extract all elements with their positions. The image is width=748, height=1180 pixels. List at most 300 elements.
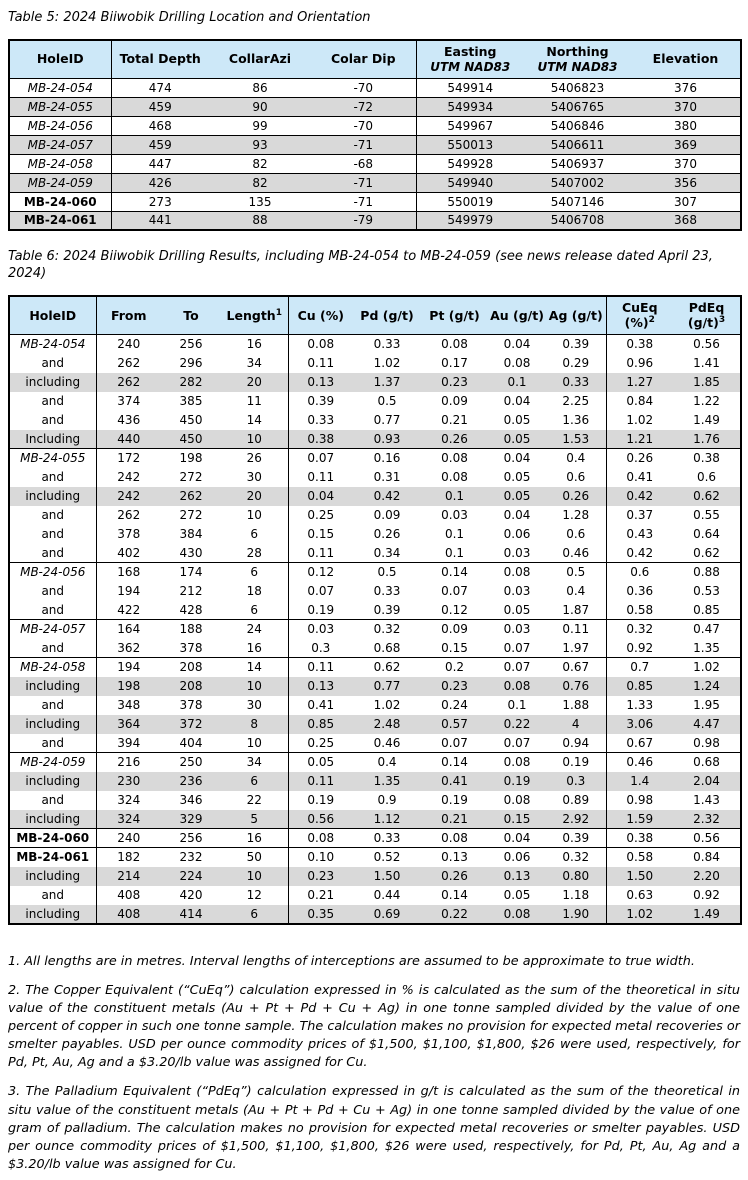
table6-value-cell: 0.11 bbox=[288, 468, 353, 487]
table6-row bbox=[9, 411, 741, 430]
table6-col-header: Pd (g/t) bbox=[353, 296, 421, 335]
table6-value-cell: 0.67 bbox=[606, 734, 673, 753]
table6-value-cell: 0.6 bbox=[606, 563, 673, 582]
table6-value-cell: 0.26 bbox=[421, 430, 488, 449]
table6-value-cell: 0.38 bbox=[606, 829, 673, 848]
table6-value-cell: 0.33 bbox=[373, 584, 401, 599]
table6-value-cell: 194 bbox=[96, 658, 161, 677]
table6-value-cell: 14 bbox=[246, 413, 262, 428]
table6-value-cell: 0.23 bbox=[421, 373, 488, 392]
table6-value-cell: 26 bbox=[221, 449, 288, 468]
table6-value-cell: 0.05 bbox=[503, 888, 531, 903]
table6-value-cell: 0.2 bbox=[421, 658, 488, 677]
table6-value-cell: 0.05 bbox=[503, 602, 531, 617]
table6-value-cell: 1.27 bbox=[606, 373, 673, 392]
hole-id-cell: and bbox=[41, 413, 65, 428]
table6-value-cell: 2.32 bbox=[673, 810, 741, 829]
table5-row bbox=[9, 211, 741, 230]
table5-value-cell: 82 bbox=[209, 173, 311, 192]
table6-value-cell: 394 bbox=[96, 734, 161, 753]
table6-body bbox=[9, 335, 741, 924]
table6-value-cell: 0.15 bbox=[288, 525, 353, 544]
table5-value-cell: 549934 bbox=[416, 97, 524, 116]
table5-header bbox=[9, 40, 741, 78]
table6-value-cell: 0.46 bbox=[606, 753, 673, 772]
table6-value-cell: 414 bbox=[161, 905, 221, 924]
table6-value-cell: 0.55 bbox=[693, 508, 720, 523]
table6-value-cell: 0.06 bbox=[488, 848, 546, 867]
table6-value-cell: 0.84 bbox=[673, 848, 741, 867]
table6-value-cell: 0.03 bbox=[503, 545, 531, 560]
table6-value-cell: 0.05 bbox=[288, 753, 353, 772]
table6-value-cell: 0.89 bbox=[562, 793, 590, 808]
table6-value-cell: 0.08 bbox=[503, 356, 531, 371]
table6-value-cell: 0.85 bbox=[288, 715, 353, 734]
table6-value-cell: 10 bbox=[221, 867, 288, 886]
table6-value-cell: 0.32 bbox=[606, 620, 673, 639]
table6-value-cell: 12 bbox=[246, 888, 262, 903]
table6-row bbox=[9, 677, 741, 696]
table6-value-cell: 0.23 bbox=[421, 677, 488, 696]
table6-value-cell: 0.07 bbox=[288, 449, 353, 468]
hole-id-cell: including bbox=[9, 373, 96, 392]
table6-value-cell: 1.4 bbox=[606, 772, 673, 791]
table6-value-cell: 0.08 bbox=[488, 677, 546, 696]
table6-value-cell: 0.08 bbox=[421, 449, 488, 468]
hole-id-cell: MB-24-054 bbox=[9, 335, 96, 354]
table6-value-cell: 1.50 bbox=[353, 867, 421, 886]
table6-value-cell: 0.44 bbox=[373, 888, 401, 903]
table6-value-cell: 0.92 bbox=[606, 639, 673, 658]
table6-value-cell: 0.08 bbox=[488, 905, 546, 924]
table5-value-cell: 135 bbox=[209, 192, 311, 211]
table5-value-cell: 549914 bbox=[416, 78, 524, 97]
table6-value-cell: 0.08 bbox=[441, 470, 468, 485]
table6-value-cell: 256 bbox=[161, 335, 221, 354]
table6-value-cell: 0.6 bbox=[566, 527, 586, 542]
table6-value-cell: 10 bbox=[246, 735, 262, 750]
table6-value-cell: 0.04 bbox=[488, 449, 546, 468]
table6-value-cell: 6 bbox=[221, 905, 288, 924]
table6-col-header: Au (g/t) bbox=[488, 296, 546, 335]
table6-row bbox=[9, 582, 741, 601]
table6-value-cell: 28 bbox=[246, 545, 262, 560]
table6-value-cell: 0.1 bbox=[488, 373, 546, 392]
table6-value-cell: 208 bbox=[161, 677, 221, 696]
table6-value-cell: 420 bbox=[179, 888, 203, 903]
table6-value-cell: 0.22 bbox=[421, 905, 488, 924]
table6-value-cell: 0.38 bbox=[288, 430, 353, 449]
table5-value-cell: 5406765 bbox=[524, 97, 631, 116]
table6-value-cell: 0.04 bbox=[288, 487, 353, 506]
table6-value-cell: 1.12 bbox=[353, 810, 421, 829]
table6-value-cell: 0.77 bbox=[353, 677, 421, 696]
table6-value-cell: 0.56 bbox=[673, 335, 741, 354]
table6-value-cell: 232 bbox=[161, 848, 221, 867]
table5-drilling-location bbox=[8, 39, 742, 231]
table6-value-cell: 0.37 bbox=[606, 506, 673, 525]
table6-value-cell: 0.77 bbox=[373, 413, 401, 428]
table6-value-cell: 378 bbox=[96, 525, 161, 544]
table6-value-cell: 1.37 bbox=[353, 373, 421, 392]
table6-value-cell: 0.09 bbox=[441, 394, 468, 409]
hole-id-cell: and bbox=[41, 470, 65, 485]
hole-id-cell: including bbox=[9, 487, 96, 506]
table6-value-cell: 0.38 bbox=[673, 449, 741, 468]
hole-id-cell: MB-24-057 bbox=[9, 135, 111, 154]
table6-value-cell: 0.52 bbox=[353, 848, 421, 867]
table6-value-cell: 1.53 bbox=[546, 430, 606, 449]
table6-value-cell: 0.68 bbox=[673, 753, 741, 772]
table5-value-cell: 5406937 bbox=[524, 154, 631, 173]
table5-value-cell: 5406823 bbox=[524, 78, 631, 97]
hole-id-cell: MB-24-060 bbox=[9, 192, 111, 211]
table6-value-cell: 0.25 bbox=[288, 506, 353, 525]
table6-value-cell: 0.21 bbox=[288, 886, 353, 905]
table6-value-cell: 0.98 bbox=[693, 735, 720, 750]
table5-value-cell: 549967 bbox=[416, 116, 524, 135]
table6-value-cell: 0.26 bbox=[546, 487, 606, 506]
table6-row bbox=[9, 544, 741, 563]
table6-row bbox=[9, 715, 741, 734]
table6-value-cell: 0.16 bbox=[353, 449, 421, 468]
hole-id-cell: including bbox=[9, 810, 96, 829]
table6-value-cell: 0.19 bbox=[488, 772, 546, 791]
table6-value-cell: 6 bbox=[250, 527, 259, 542]
table6-value-cell: 34 bbox=[246, 356, 262, 371]
table6-row bbox=[9, 658, 741, 677]
table6-value-cell: 0.63 bbox=[606, 886, 673, 905]
table6-value-cell: 0.11 bbox=[288, 354, 353, 373]
table6-value-cell: 0.04 bbox=[488, 829, 546, 848]
table6-value-cell: 0.31 bbox=[373, 470, 401, 485]
table6-value-cell: 1.22 bbox=[693, 394, 720, 409]
table6-value-cell: 0.36 bbox=[606, 582, 673, 601]
table6-row bbox=[9, 392, 741, 411]
table6-col-header: To bbox=[161, 296, 221, 335]
table6-col-header: PdEq $(g/t)^3$ bbox=[673, 296, 741, 335]
table6-row bbox=[9, 734, 741, 753]
table6-value-cell: 0.39 bbox=[373, 602, 401, 617]
table6-value-cell: 324 bbox=[96, 810, 161, 829]
hole-id-cell: Including bbox=[9, 430, 96, 449]
table6-value-cell: 0.6 bbox=[696, 470, 717, 485]
table6-value-cell: 0.85 bbox=[606, 677, 673, 696]
hole-id-cell: MB-24-054 bbox=[9, 78, 111, 97]
table6-value-cell: 0.5 bbox=[546, 563, 606, 582]
table5-value-cell: -72 bbox=[311, 97, 416, 116]
table6-value-cell: 1.21 bbox=[606, 430, 673, 449]
table6-value-cell: 428 bbox=[179, 602, 203, 617]
table5-value-cell: 99 bbox=[209, 116, 311, 135]
table6-value-cell: 0.07 bbox=[441, 584, 468, 599]
hole-id-cell: including bbox=[9, 905, 96, 924]
table6-value-cell: 1.24 bbox=[673, 677, 741, 696]
table5-value-cell: -70 bbox=[311, 116, 416, 135]
table6-value-cell: 0.53 bbox=[693, 584, 720, 599]
table6-value-cell: 0.06 bbox=[503, 527, 531, 542]
table6-value-cell: 0.08 bbox=[488, 753, 546, 772]
table6-value-cell: 0.04 bbox=[503, 508, 531, 523]
hole-id-cell: and bbox=[41, 793, 65, 808]
table6-value-cell: 0.04 bbox=[488, 335, 546, 354]
table6-value-cell: 0.04 bbox=[503, 394, 531, 409]
table6-value-cell: 1.97 bbox=[562, 640, 590, 655]
table6-value-cell: 0.32 bbox=[546, 848, 606, 867]
table6-value-cell: 0.46 bbox=[373, 735, 401, 750]
table6-value-cell: 0.84 bbox=[606, 392, 673, 411]
table6-value-cell: 282 bbox=[161, 373, 221, 392]
table6-value-cell: 10 bbox=[246, 508, 262, 523]
table6-value-cell: 0.5 bbox=[377, 394, 397, 409]
table5-value-cell: -71 bbox=[311, 135, 416, 154]
table6-value-cell: 1.50 bbox=[606, 867, 673, 886]
table6-value-cell: 1.28 bbox=[562, 508, 590, 523]
table6-value-cell: 0.41 bbox=[421, 772, 488, 791]
hole-id-cell: and bbox=[41, 735, 65, 750]
table6-value-cell: 402 bbox=[96, 544, 161, 563]
table6-value-cell: 440 bbox=[96, 430, 161, 449]
table6-value-cell: 0.5 bbox=[353, 563, 421, 582]
table6-value-cell: 0.42 bbox=[353, 487, 421, 506]
table6-row bbox=[9, 829, 741, 848]
hole-id-cell: and bbox=[41, 888, 65, 903]
table5-col-header: Northing UTM NAD83 bbox=[524, 40, 631, 78]
table6-value-cell: 182 bbox=[96, 848, 161, 867]
table6-drilling-results bbox=[8, 295, 742, 925]
table6-value-cell: 1.76 bbox=[673, 430, 741, 449]
table6-value-cell: 0.03 bbox=[288, 620, 353, 639]
table6-value-cell: 1.95 bbox=[693, 698, 720, 713]
table6-value-cell: 0.03 bbox=[488, 620, 546, 639]
table6-value-cell: 430 bbox=[179, 545, 203, 560]
table6-value-cell: 2.04 bbox=[673, 772, 741, 791]
table6-value-cell: 6 bbox=[221, 772, 288, 791]
table6-value-cell: 2.25 bbox=[562, 394, 590, 409]
table6-value-cell: 0.43 bbox=[606, 525, 673, 544]
table6-value-cell: 240 bbox=[96, 829, 161, 848]
table5-row bbox=[9, 173, 741, 192]
table6-value-cell: 1.87 bbox=[562, 602, 590, 617]
table5-value-cell: 447 bbox=[111, 154, 209, 173]
table6-value-cell: 262 bbox=[96, 373, 161, 392]
table6-value-cell: 2.20 bbox=[673, 867, 741, 886]
table6-value-cell: 1.43 bbox=[693, 793, 720, 808]
table6-value-cell: 2.92 bbox=[546, 810, 606, 829]
table6-value-cell: 34 bbox=[221, 753, 288, 772]
table5-value-cell: 86 bbox=[209, 78, 311, 97]
table6-value-cell: 378 bbox=[179, 698, 203, 713]
table6-value-cell: 0.07 bbox=[441, 735, 468, 750]
table6-row bbox=[9, 905, 741, 924]
table6-value-cell: 0.14 bbox=[441, 888, 468, 903]
table6-row bbox=[9, 468, 741, 487]
table6-col-header: HoleID bbox=[9, 296, 96, 335]
table6-value-cell: 224 bbox=[161, 867, 221, 886]
table6-value-cell: 0.39 bbox=[546, 335, 606, 354]
table6-value-cell: 8 bbox=[221, 715, 288, 734]
table6-value-cell: 0.85 bbox=[693, 602, 720, 617]
table6-value-cell: 0.62 bbox=[673, 487, 741, 506]
table6-value-cell: 0.05 bbox=[503, 413, 531, 428]
table6-value-cell: 0.11 bbox=[546, 620, 606, 639]
table6-row bbox=[9, 506, 741, 525]
table5-col-header: Colar Dip bbox=[311, 40, 416, 78]
table6-value-cell: 30 bbox=[246, 470, 262, 485]
table6-value-cell: 1.36 bbox=[562, 413, 590, 428]
table6-value-cell: 2.48 bbox=[353, 715, 421, 734]
table6-value-cell: 0.33 bbox=[353, 335, 421, 354]
table6-value-cell: 30 bbox=[246, 698, 262, 713]
table6-value-cell: 0.32 bbox=[353, 620, 421, 639]
table6-value-cell: 0.98 bbox=[606, 791, 673, 810]
table6-value-cell: 0.1 bbox=[444, 545, 465, 560]
table6-value-cell: 20 bbox=[221, 373, 288, 392]
table6-value-cell: 208 bbox=[161, 658, 221, 677]
table6-value-cell: 0.3 bbox=[288, 639, 353, 658]
table6-value-cell: 0.9 bbox=[377, 793, 397, 808]
table6-value-cell: 346 bbox=[179, 793, 203, 808]
table6-value-cell: 1.18 bbox=[562, 888, 590, 903]
table6-value-cell: 0.25 bbox=[288, 734, 353, 753]
table6-value-cell: 1.41 bbox=[693, 356, 720, 371]
table6-value-cell: 0.12 bbox=[441, 602, 468, 617]
table6-value-cell: 5 bbox=[221, 810, 288, 829]
table6-value-cell: 168 bbox=[96, 563, 161, 582]
table6-value-cell: 436 bbox=[96, 411, 161, 430]
table6-row bbox=[9, 430, 741, 449]
table5-value-cell: 549979 bbox=[416, 211, 524, 230]
table6-value-cell: 385 bbox=[179, 394, 203, 409]
table6-value-cell: 324 bbox=[96, 791, 161, 810]
table6-caption: Table 6: 2024 Biiwobik Drilling Results, including MB-24-054 to MB-24-059 (see news release dated April 23, 2024) bbox=[8, 249, 713, 281]
table5-value-cell: 468 bbox=[111, 116, 209, 135]
table6-value-cell: 0.11 bbox=[288, 544, 353, 563]
table6-value-cell: 16 bbox=[221, 829, 288, 848]
table6-value-cell: 0.88 bbox=[673, 563, 741, 582]
table6-value-cell: 0.07 bbox=[503, 640, 531, 655]
table6-value-cell: 230 bbox=[96, 772, 161, 791]
table6-value-cell: 329 bbox=[161, 810, 221, 829]
table6-value-cell: 0.03 bbox=[503, 584, 531, 599]
table5-value-cell: 5406846 bbox=[524, 116, 631, 135]
table6-value-cell: 0.13 bbox=[488, 867, 546, 886]
table6-value-cell: 0.14 bbox=[421, 563, 488, 582]
hole-id-cell: MB-24-060 bbox=[9, 829, 96, 848]
table6-value-cell: 0.62 bbox=[353, 658, 421, 677]
table6-value-cell: 0.92 bbox=[693, 888, 720, 903]
table6-value-cell: 1.02 bbox=[606, 905, 673, 924]
table5-value-cell: 380 bbox=[631, 116, 741, 135]
table6-row bbox=[9, 848, 741, 867]
hole-id-cell: MB-24-059 bbox=[9, 173, 111, 192]
table6-value-cell: 0.39 bbox=[546, 829, 606, 848]
table6-value-cell: 0.67 bbox=[546, 658, 606, 677]
table5-value-cell: -71 bbox=[311, 173, 416, 192]
table6-value-cell: 262 bbox=[96, 354, 161, 373]
table6-value-cell: 1.02 bbox=[373, 698, 401, 713]
table5-value-cell: 5407002 bbox=[524, 173, 631, 192]
table6-value-cell: 0.58 bbox=[606, 601, 673, 620]
table6-value-cell: 272 bbox=[179, 508, 203, 523]
table6-value-cell: 0.96 bbox=[606, 354, 673, 373]
table6-value-cell: 0.94 bbox=[562, 735, 590, 750]
table6-value-cell: 0.56 bbox=[673, 829, 741, 848]
table6-value-cell: 0.46 bbox=[562, 545, 590, 560]
table6-row bbox=[9, 620, 741, 639]
table6-value-cell: 0.68 bbox=[373, 640, 401, 655]
table6-value-cell: 0.05 bbox=[488, 487, 546, 506]
hole-id-cell: and bbox=[41, 584, 65, 599]
table6-col-header: CuEq (%)$^2$ bbox=[606, 296, 673, 335]
table5-value-cell: 93 bbox=[209, 135, 311, 154]
table5-value-cell: 370 bbox=[631, 97, 741, 116]
table6-value-cell: 0.39 bbox=[288, 392, 353, 411]
table6-value-cell: 50 bbox=[221, 848, 288, 867]
table5-row bbox=[9, 192, 741, 211]
table6-value-cell: 0.41 bbox=[606, 468, 673, 487]
table6-value-cell: 6 bbox=[250, 602, 259, 617]
table6-header bbox=[9, 296, 741, 335]
table6-value-cell: 0.6 bbox=[566, 470, 586, 485]
footnotes-section bbox=[8, 953, 740, 1175]
table6-value-cell: 0.07 bbox=[503, 735, 531, 750]
table5-row bbox=[9, 116, 741, 135]
table6-row bbox=[9, 639, 741, 658]
table6-value-cell: 0.26 bbox=[421, 867, 488, 886]
table6-value-cell: 408 bbox=[96, 905, 161, 924]
table6-value-cell: 0.08 bbox=[421, 829, 488, 848]
table6-value-cell: 1.02 bbox=[606, 411, 673, 430]
hole-id-cell: including bbox=[9, 867, 96, 886]
table6-value-cell: 0.15 bbox=[488, 810, 546, 829]
table6-value-cell: 408 bbox=[96, 886, 161, 905]
table6-value-cell: 0.22 bbox=[488, 715, 546, 734]
hole-id-cell: MB-24-058 bbox=[9, 154, 111, 173]
table6-value-cell: 188 bbox=[161, 620, 221, 639]
footnote-1: 1. All lengths are in metres. Interval lengths of interceptions are assumed to be approximate to true width. bbox=[8, 953, 695, 969]
table6-value-cell: 0.08 bbox=[421, 335, 488, 354]
table6-row bbox=[9, 563, 741, 582]
table6-value-cell: 0.76 bbox=[546, 677, 606, 696]
table6-value-cell: 4 bbox=[546, 715, 606, 734]
table5-value-cell: -68 bbox=[311, 154, 416, 173]
table6-value-cell: 0.10 bbox=[288, 848, 353, 867]
table6-col-header: From bbox=[96, 296, 161, 335]
table5-col-header: HoleID bbox=[9, 40, 111, 78]
table6-value-cell: 0.21 bbox=[421, 810, 488, 829]
table6-value-cell: 194 bbox=[96, 582, 161, 601]
table6-value-cell: 0.26 bbox=[373, 527, 401, 542]
table5-col-header: Total Depth bbox=[111, 40, 209, 78]
table6-value-cell: 10 bbox=[221, 430, 288, 449]
table6-value-cell: 1.33 bbox=[606, 696, 673, 715]
table5-value-cell: 307 bbox=[631, 192, 741, 211]
table6-value-cell: 22 bbox=[246, 793, 262, 808]
table6-value-cell: 0.03 bbox=[441, 508, 468, 523]
table6-value-cell: 0.13 bbox=[421, 848, 488, 867]
hole-id-cell: including bbox=[9, 677, 96, 696]
table5-row bbox=[9, 135, 741, 154]
table6-value-cell: 242 bbox=[96, 468, 161, 487]
table6-value-cell: 0.11 bbox=[288, 658, 353, 677]
table6-value-cell: 0.57 bbox=[421, 715, 488, 734]
table6-col-header: Ag (g/t) bbox=[546, 296, 606, 335]
hole-id-cell: including bbox=[9, 772, 96, 791]
table6-value-cell: 0.4 bbox=[546, 449, 606, 468]
table5-value-cell: -71 bbox=[311, 192, 416, 211]
table5-col-header: CollarAzi bbox=[209, 40, 311, 78]
